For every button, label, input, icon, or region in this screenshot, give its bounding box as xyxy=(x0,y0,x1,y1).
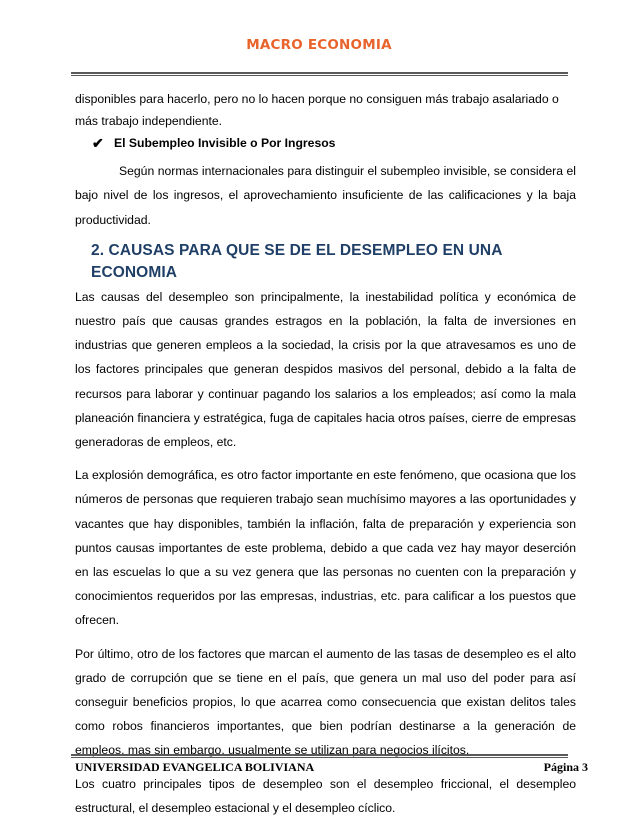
section-paragraph-4: Los cuatro principales tipos de desempleo son el desempleo friccional, el desempleo estructural, el desempleo estacional y el desempleo cíclico. xyxy=(75,776,576,815)
section-heading: 2. CAUSAS PARA QUE SE DE EL DESEMPLEO EN UNA ECONOMIA xyxy=(91,241,502,281)
subheading xyxy=(92,132,576,155)
intro-line-1: disponibles para hacerlo, pero no lo hacen porque no consiguen más trabajo asalariado o xyxy=(75,92,559,106)
sub-paragraph: Según normas internacionales para distinguir el subempleo invisible, se considera el bajo nivel de los ingresos, el aprovechamiento insuficiente de las calificaciones y la baja productividad. xyxy=(75,164,576,227)
footer-divider xyxy=(71,754,568,758)
header-divider xyxy=(71,72,568,76)
section-paragraph-3: Por último, otro de los factores que marcan el aumento de las tasas de desempleo es el alto grado de corrupción que se tiene en el país, que genera un mal uso del poder para así conseguir beneficios propios, lo que acarrea como consecuencia que existan delitos tales como robos financieros importantes, que bien podrían destinarse a la generación de empleos, mas sin embargo, usualmente se utilizan para negocios ilícitos. xyxy=(75,646,576,758)
check-icon: ✔ xyxy=(92,135,104,152)
page-header-title: MACRO ECONOMIA xyxy=(246,37,392,53)
page-body xyxy=(75,87,576,820)
subheading-label: El Subempleo Invisible o Por Ingresos xyxy=(114,136,336,151)
footer-institution: UNIVERSIDAD EVANGELICA BOLIVIANA xyxy=(75,760,315,774)
footer-page-number: Página 3 xyxy=(543,760,588,774)
section-paragraph-1: Las causas del desempleo son principalmente, la inestabilidad política y económica de nuestro país que causas grandes estragos en la población, la falta de inversiones en industrias que generen empleos a la sociedad, la crisis por la que atravesamos es uno de los factores principales que generan despidos masivos del personal, debido a la falta de recursos para laborar y continuar pagando los salarios a los empleados; así como la mala planeación financiera y estratégica, fuga de capitales hacia otros países, cierre de empresas generadoras de empleos, etc. xyxy=(75,289,576,450)
section-paragraph-2: La explosión demográfica, es otro factor importante en este fenómeno, que ocasiona que los números de personas que requieren trabajo sean muchísimo mayores a las oportunidades y vacantes que hay disponibles, también la inflación, falta de preparación y experiencia son puntos causas importantes de este problema, debido a que cada vez hay mayor deserción en las escuelas lo que a su vez genera que las personas no cuenten con la preparación y conocimientos requeridos por las empresas, industrias, etc. para calificar a los puestos que ofrecen. xyxy=(75,468,576,628)
page-footer xyxy=(75,760,588,775)
intro-line-2: más trabajo independiente. xyxy=(75,114,223,129)
